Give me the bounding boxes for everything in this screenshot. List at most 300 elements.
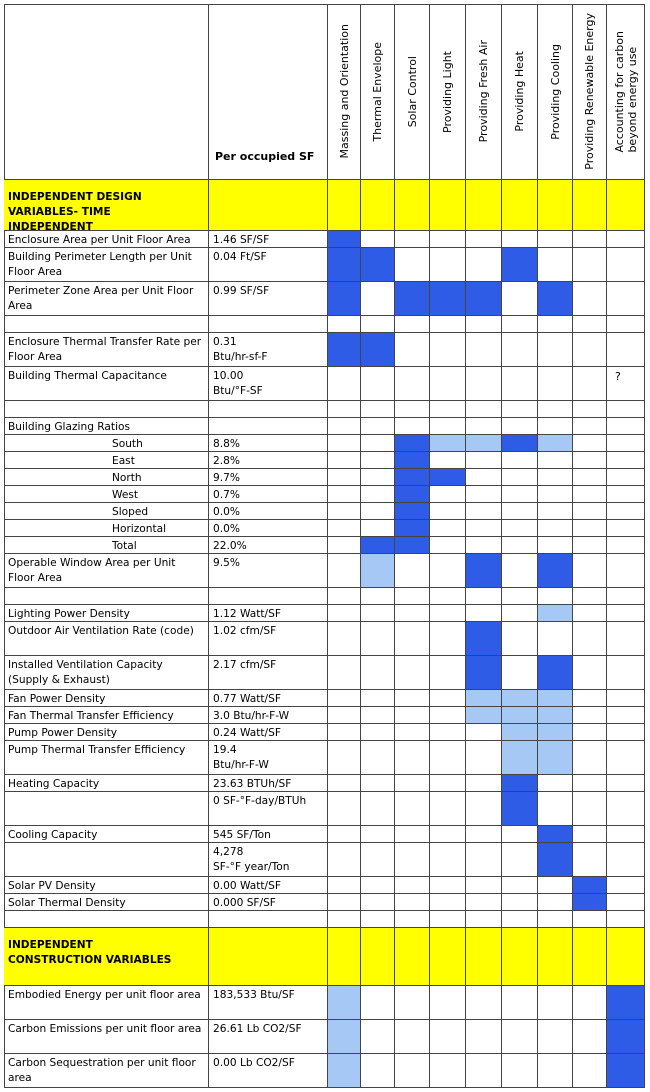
- weak-relationship-cell: [361, 554, 395, 588]
- matrix-cell: [502, 401, 538, 418]
- matrix-cell: [395, 707, 430, 724]
- matrix-cell: [573, 520, 607, 537]
- matrix-cell: [361, 367, 395, 401]
- column-header-label: Accounting for carbon beyond energy use: [612, 30, 639, 153]
- matrix-cell: [328, 724, 361, 741]
- column-header-label: Thermal Envelope: [371, 41, 384, 142]
- matrix-cell: [430, 1020, 466, 1054]
- per-occupied-header: [209, 4, 328, 180]
- matrix-cell: [502, 877, 538, 894]
- matrix-cell: [502, 894, 538, 911]
- strong-relationship-cell: [430, 469, 466, 486]
- weak-relationship-cell: [538, 741, 573, 775]
- matrix-cell: [607, 588, 645, 605]
- matrix-cell: [502, 537, 538, 554]
- matrix-cell: [328, 911, 361, 928]
- value-unit: SF-°F year/Ton: [213, 861, 290, 873]
- weak-relationship-cell: [328, 986, 361, 1020]
- matrix-cell: [607, 741, 645, 775]
- row-label: Solar PV Density: [4, 877, 209, 894]
- row-value: [209, 588, 328, 605]
- matrix-cell: [607, 248, 645, 282]
- matrix-cell: [573, 986, 607, 1020]
- matrix-cell: [395, 775, 430, 792]
- matrix-cell: [573, 418, 607, 435]
- matrix-cell: [573, 503, 607, 520]
- per-occupied-label: Per occupied SF: [215, 150, 315, 163]
- row-label: Pump Power Density: [4, 724, 209, 741]
- row-label: Embodied Energy per unit floor area: [4, 986, 209, 1020]
- matrix-cell: [466, 316, 502, 333]
- matrix-cell: [502, 367, 538, 401]
- row-label: Operable Window Area per Unit Floor Area: [4, 554, 209, 588]
- column-header-label: Providing Cooling: [548, 43, 562, 140]
- strong-relationship-cell: [328, 333, 361, 367]
- row-value: 8.8%: [209, 435, 328, 452]
- row-value: 0.0%: [209, 520, 328, 537]
- matrix-cell: [607, 231, 645, 248]
- weak-relationship-cell: [502, 707, 538, 724]
- row-label: Installed Ventilation Capacity (Supply & Exhaust): [4, 656, 209, 690]
- matrix-cell: [607, 435, 645, 452]
- matrix-cell: [395, 724, 430, 741]
- row-value: 0 SF-°F-day/BTUh: [209, 792, 328, 826]
- matrix-cell: [502, 605, 538, 622]
- strong-relationship-cell: [607, 1054, 645, 1088]
- matrix-cell: [430, 877, 466, 894]
- matrix-cell: [395, 1054, 430, 1088]
- matrix-cell: [607, 469, 645, 486]
- matrix-cell: [430, 503, 466, 520]
- row-value: 0.000 SF/SF: [209, 894, 328, 911]
- matrix-cell: [607, 316, 645, 333]
- matrix-cell: [573, 435, 607, 452]
- strong-relationship-cell: [538, 656, 573, 690]
- row-value: 2.8%: [209, 452, 328, 469]
- weak-relationship-cell: [466, 435, 502, 452]
- matrix-cell: [328, 877, 361, 894]
- matrix-cell: [502, 520, 538, 537]
- row-value: [209, 741, 328, 775]
- matrix-cell: [466, 588, 502, 605]
- matrix-cell: [395, 588, 430, 605]
- matrix-cell: [607, 180, 645, 231]
- matrix-cell: [361, 316, 395, 333]
- matrix-cell: [395, 1020, 430, 1054]
- matrix-cell: [466, 248, 502, 282]
- matrix-cell: [430, 775, 466, 792]
- matrix-cell: [502, 316, 538, 333]
- matrix-cell: [502, 1054, 538, 1088]
- row-value: 183,533 Btu/SF: [209, 986, 328, 1020]
- weak-relationship-cell: [538, 724, 573, 741]
- strong-relationship-cell: [395, 486, 430, 503]
- row-label: Carbon Emissions per unit floor area: [4, 1020, 209, 1054]
- strong-relationship-cell: [538, 282, 573, 316]
- matrix-cell: [395, 826, 430, 843]
- matrix-cell: [502, 554, 538, 588]
- matrix-cell: [573, 180, 607, 231]
- strong-relationship-cell: [395, 503, 430, 520]
- matrix-cell: [466, 367, 502, 401]
- matrix-cell: [361, 775, 395, 792]
- matrix-cell: [328, 894, 361, 911]
- row-label: North: [4, 469, 209, 486]
- matrix-cell: [607, 537, 645, 554]
- matrix-cell: [538, 928, 573, 986]
- matrix-cell: [361, 486, 395, 503]
- matrix-cell: [361, 986, 395, 1020]
- matrix-cell: [361, 877, 395, 894]
- matrix-cell: [502, 656, 538, 690]
- section-value-cell: [209, 180, 328, 231]
- matrix-cell: [430, 894, 466, 911]
- row-value: [209, 911, 328, 928]
- strong-relationship-cell: [361, 248, 395, 282]
- matrix-cell: [328, 605, 361, 622]
- matrix-cell: [607, 724, 645, 741]
- matrix-cell: [430, 690, 466, 707]
- row-value: 23.63 BTUh/SF: [209, 775, 328, 792]
- matrix-cell: [607, 333, 645, 367]
- matrix-cell: [395, 656, 430, 690]
- matrix-cell: [430, 605, 466, 622]
- section-value-cell: [209, 928, 328, 986]
- weak-relationship-cell: [466, 690, 502, 707]
- matrix-cell: [466, 928, 502, 986]
- matrix-cell: [573, 622, 607, 656]
- matrix-cell: [502, 986, 538, 1020]
- strong-relationship-cell: [502, 435, 538, 452]
- matrix-cell: [361, 520, 395, 537]
- row-value: 22.0%: [209, 537, 328, 554]
- matrix-cell: [502, 452, 538, 469]
- strong-relationship-cell: [502, 775, 538, 792]
- matrix-cell: [430, 418, 466, 435]
- row-value: 0.0%: [209, 503, 328, 520]
- matrix-cell: [328, 520, 361, 537]
- matrix-cell: [430, 911, 466, 928]
- matrix-cell: [361, 707, 395, 724]
- row-value: 0.00 Lb CO2/SF: [209, 1054, 328, 1088]
- matrix-cell: [328, 469, 361, 486]
- matrix-cell: [395, 367, 430, 401]
- matrix-cell: [430, 826, 466, 843]
- matrix-cell: [395, 741, 430, 775]
- matrix-cell: [395, 401, 430, 418]
- value-unit: Btu/hr-F-W: [213, 759, 269, 771]
- column-header-9: [607, 4, 645, 180]
- matrix-cell: [395, 554, 430, 588]
- matrix-cell: [466, 180, 502, 231]
- matrix-cell: [430, 248, 466, 282]
- matrix-cell: [328, 690, 361, 707]
- row-value: [209, 418, 328, 435]
- matrix-cell: [607, 486, 645, 503]
- matrix-cell: [538, 418, 573, 435]
- weak-relationship-cell: [538, 605, 573, 622]
- row-value: [209, 401, 328, 418]
- matrix-cell: [395, 316, 430, 333]
- matrix-cell: [466, 877, 502, 894]
- matrix-cell: [538, 775, 573, 792]
- weak-relationship-cell: [538, 690, 573, 707]
- matrix-cell: [466, 469, 502, 486]
- matrix-cell: [538, 986, 573, 1020]
- matrix-cell: [502, 503, 538, 520]
- section-header: INDEPENDENT DESIGN VARIABLES- TIME INDEPENDENT: [4, 180, 209, 231]
- row-label: Outdoor Air Ventilation Rate (code): [4, 622, 209, 656]
- row-value: 0.99 SF/SF: [209, 282, 328, 316]
- matrix-cell: [573, 741, 607, 775]
- row-value: [209, 367, 328, 401]
- matrix-cell: [395, 928, 430, 986]
- matrix-cell: [538, 894, 573, 911]
- matrix-cell: [430, 486, 466, 503]
- matrix-cell: [466, 231, 502, 248]
- matrix-cell: [538, 180, 573, 231]
- matrix-cell: [395, 690, 430, 707]
- matrix-cell: [466, 418, 502, 435]
- column-header-label: Massing and Orientation: [337, 24, 351, 159]
- matrix-cell: [573, 690, 607, 707]
- matrix-cell: [502, 333, 538, 367]
- row-label: Total: [4, 537, 209, 554]
- matrix-cell: [395, 605, 430, 622]
- matrix-cell: [361, 1020, 395, 1054]
- strong-relationship-cell: [466, 554, 502, 588]
- matrix-cell: [328, 792, 361, 826]
- strong-relationship-cell: [502, 248, 538, 282]
- matrix-cell: [328, 503, 361, 520]
- matrix-cell: [395, 418, 430, 435]
- matrix-cell: [328, 588, 361, 605]
- row-label: [4, 792, 209, 826]
- matrix-cell: [538, 248, 573, 282]
- matrix-cell: [466, 605, 502, 622]
- matrix-cell: [328, 435, 361, 452]
- matrix-cell: [502, 486, 538, 503]
- matrix-cell: [502, 418, 538, 435]
- strong-relationship-cell: [573, 877, 607, 894]
- matrix-cell: [607, 656, 645, 690]
- matrix-cell: [361, 792, 395, 826]
- matrix-cell: [538, 877, 573, 894]
- matrix-cell: [328, 537, 361, 554]
- row-value: 26.61 Lb CO2/SF: [209, 1020, 328, 1054]
- row-label: [4, 843, 209, 877]
- strong-relationship-cell: [430, 282, 466, 316]
- matrix-cell: [328, 452, 361, 469]
- matrix-cell: [607, 622, 645, 656]
- matrix-cell: [607, 503, 645, 520]
- matrix-cell: [361, 418, 395, 435]
- matrix-cell: [607, 452, 645, 469]
- row-label: Building Glazing Ratios: [4, 418, 209, 435]
- matrix-cell: [502, 588, 538, 605]
- matrix-cell: [361, 843, 395, 877]
- column-header-label: Providing Fresh Air: [477, 40, 490, 143]
- row-label: [4, 588, 209, 605]
- matrix-cell: [361, 605, 395, 622]
- matrix-cell: [502, 282, 538, 316]
- row-label: Heating Capacity: [4, 775, 209, 792]
- row-label: Fan Thermal Transfer Efficiency: [4, 707, 209, 724]
- row-value: 0.24 Watt/SF: [209, 724, 328, 741]
- matrix-cell: [573, 826, 607, 843]
- matrix-cell: [430, 316, 466, 333]
- matrix-cell: [573, 843, 607, 877]
- matrix-cell: [538, 367, 573, 401]
- matrix-cell: [395, 622, 430, 656]
- row-label: Enclosure Thermal Transfer Rate per Floor Area: [4, 333, 209, 367]
- row-label: West: [4, 486, 209, 503]
- strong-relationship-cell: [395, 520, 430, 537]
- matrix-cell: [466, 401, 502, 418]
- row-label: Sloped: [4, 503, 209, 520]
- matrix-cell: [395, 894, 430, 911]
- strong-relationship-cell: [466, 282, 502, 316]
- matrix-cell: [430, 707, 466, 724]
- matrix-cell: [538, 503, 573, 520]
- matrix-cell: [573, 928, 607, 986]
- weak-relationship-cell: [328, 1054, 361, 1088]
- strong-relationship-cell: [538, 554, 573, 588]
- header-corner-cell: [4, 4, 209, 180]
- row-value: 0.77 Watt/SF: [209, 690, 328, 707]
- row-label: Horizontal: [4, 520, 209, 537]
- row-label: [4, 316, 209, 333]
- row-label: Carbon Sequestration per unit floor area: [4, 1054, 209, 1088]
- strong-relationship-cell: [361, 333, 395, 367]
- matrix-cell: [361, 928, 395, 986]
- row-label: Lighting Power Density: [4, 605, 209, 622]
- matrix-cell: [573, 316, 607, 333]
- weak-relationship-cell: [466, 707, 502, 724]
- row-value: 0.04 Ft/SF: [209, 248, 328, 282]
- matrix-cell: [466, 1020, 502, 1054]
- matrix-cell: [361, 452, 395, 469]
- column-header-8: [573, 4, 607, 180]
- matrix-cell: [538, 622, 573, 656]
- strong-relationship-cell: [361, 537, 395, 554]
- matrix-cell: [573, 775, 607, 792]
- matrix-cell: [607, 282, 645, 316]
- matrix-cell: [430, 520, 466, 537]
- row-label: East: [4, 452, 209, 469]
- row-label: Solar Thermal Density: [4, 894, 209, 911]
- row-label: Cooling Capacity: [4, 826, 209, 843]
- matrix-cell: [466, 537, 502, 554]
- matrix-cell: [573, 282, 607, 316]
- row-value: [209, 333, 328, 367]
- matrix-cell: [430, 1054, 466, 1088]
- matrix-cell: [328, 826, 361, 843]
- matrix-cell: [466, 826, 502, 843]
- matrix-cell: [466, 775, 502, 792]
- matrix-cell: [328, 367, 361, 401]
- matrix-cell: [395, 911, 430, 928]
- strong-relationship-cell: [607, 986, 645, 1020]
- matrix-cell: [430, 231, 466, 248]
- matrix-cell: [361, 826, 395, 843]
- matrix-cell: [573, 724, 607, 741]
- column-header-4: [430, 4, 466, 180]
- matrix-cell: [361, 622, 395, 656]
- weak-relationship-cell: [502, 741, 538, 775]
- weak-relationship-cell: [502, 724, 538, 741]
- matrix-cell: [361, 1054, 395, 1088]
- matrix-cell: [607, 826, 645, 843]
- matrix-cell: [430, 986, 466, 1020]
- strong-relationship-cell: [328, 282, 361, 316]
- matrix-cell: [538, 333, 573, 367]
- strong-relationship-cell: [328, 231, 361, 248]
- matrix-cell: [328, 486, 361, 503]
- matrix-cell: [573, 588, 607, 605]
- column-header-label: Providing Renewable Energy: [583, 13, 596, 170]
- matrix-cell: [573, 1054, 607, 1088]
- matrix-cell: [607, 792, 645, 826]
- column-header-2: [361, 4, 395, 180]
- strong-relationship-cell: [395, 452, 430, 469]
- row-label: Perimeter Zone Area per Unit Floor Area: [4, 282, 209, 316]
- row-label: [4, 911, 209, 928]
- matrix-cell: [395, 843, 430, 877]
- matrix-cell: [430, 656, 466, 690]
- matrix-cell: [430, 537, 466, 554]
- strong-relationship-cell: [573, 894, 607, 911]
- matrix-cell: [607, 877, 645, 894]
- matrix-cell: [573, 248, 607, 282]
- matrix-cell: [395, 333, 430, 367]
- matrix-cell: [328, 401, 361, 418]
- matrix-cell: [573, 537, 607, 554]
- matrix-cell: [361, 690, 395, 707]
- matrix-cell: [361, 588, 395, 605]
- matrix-cell: [466, 520, 502, 537]
- matrix-cell: [466, 843, 502, 877]
- matrix-cell: [502, 180, 538, 231]
- matrix-cell: [430, 928, 466, 986]
- column-header-6: [502, 4, 538, 180]
- matrix-cell: [607, 690, 645, 707]
- matrix-cell: [573, 469, 607, 486]
- matrix-cell: [466, 911, 502, 928]
- matrix-cell: [328, 707, 361, 724]
- matrix-cell: ?: [607, 367, 645, 401]
- matrix-cell: [395, 877, 430, 894]
- row-label: Enclosure Area per Unit Floor Area: [4, 231, 209, 248]
- matrix-cell: [502, 843, 538, 877]
- matrix-cell: [538, 911, 573, 928]
- matrix-cell: [573, 231, 607, 248]
- matrix-cell: [328, 316, 361, 333]
- row-label: [4, 401, 209, 418]
- column-header-5: [466, 4, 502, 180]
- matrix-cell: [430, 843, 466, 877]
- matrix-cell: [430, 622, 466, 656]
- strong-relationship-cell: [395, 537, 430, 554]
- matrix-cell: [430, 588, 466, 605]
- column-header-label: Providing Heat: [513, 51, 526, 132]
- matrix-cell: [466, 333, 502, 367]
- strong-relationship-cell: [395, 469, 430, 486]
- matrix-cell: [361, 741, 395, 775]
- matrix-cell: [395, 792, 430, 826]
- matrix-cell: [466, 986, 502, 1020]
- matrix-cell: [573, 333, 607, 367]
